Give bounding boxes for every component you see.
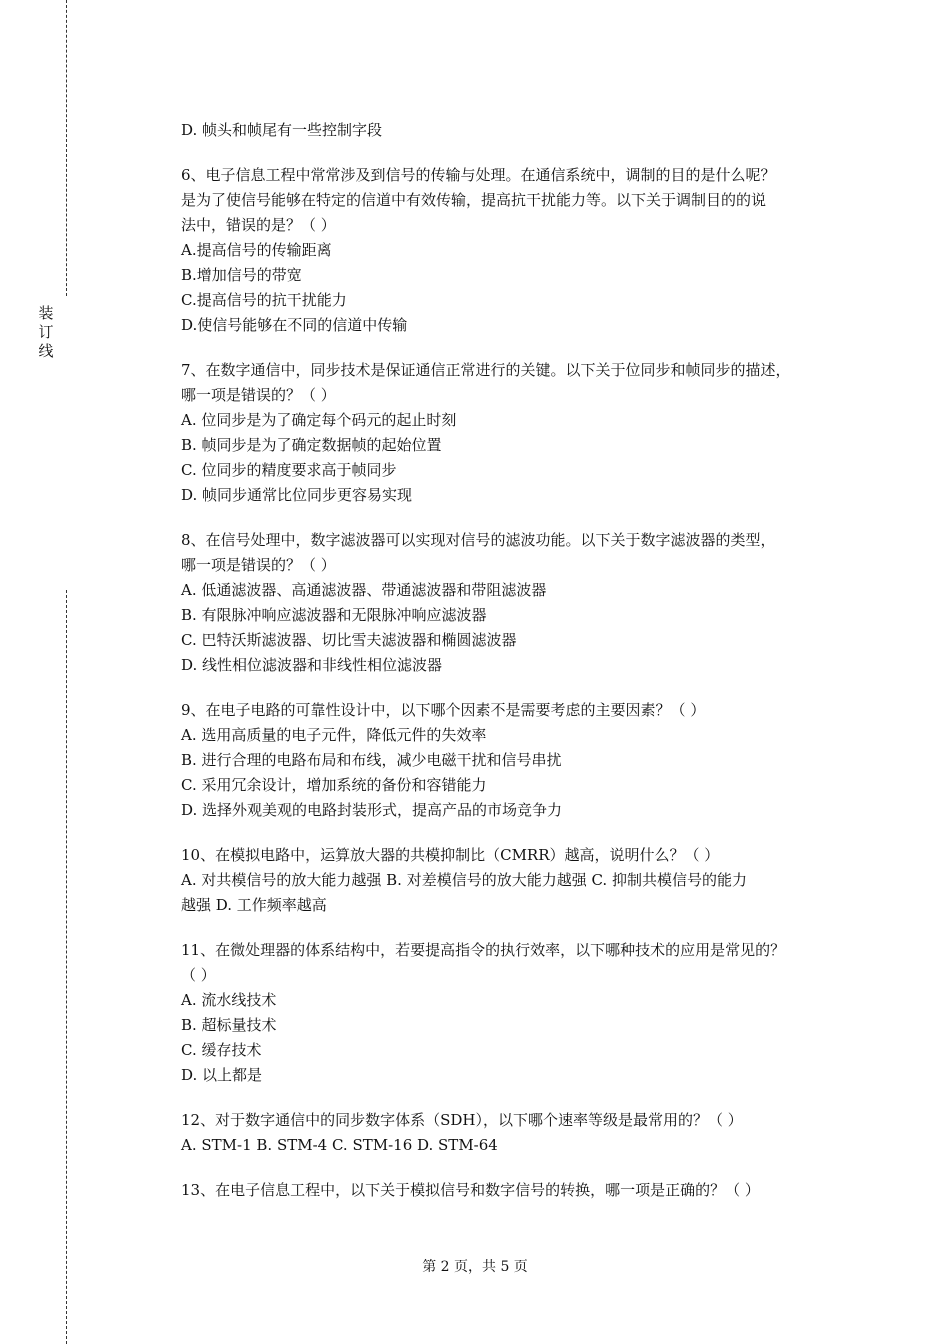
question-5-tail [181, 118, 851, 143]
binding-line-label [37, 304, 55, 361]
option-line: D. 帧头和帧尾有一些控制字段 [181, 121, 383, 139]
option-line: C. 采用冗余设计，增加系统的备份和容错能力 [181, 776, 487, 794]
binding-char: 线 [38, 342, 54, 360]
question-9 [181, 698, 851, 823]
option-line: D.使信号能够在不同的信道中传输 [181, 316, 408, 334]
question-text: （ ） [181, 966, 216, 984]
option-line: D. 帧同步通常比位同步更容易实现 [181, 486, 413, 504]
question-text: 9、在电子电路的可靠性设计中，以下哪个因素不是需要考虑的主要因素？（ ） [181, 701, 706, 719]
binding-dashed-line-bottom [66, 590, 67, 1344]
question-8 [181, 528, 851, 678]
question-7 [181, 358, 851, 508]
question-text: 法中，错误的是？（ ） [181, 216, 336, 234]
option-line: A. 流水线技术 [181, 991, 277, 1009]
question-10 [181, 843, 851, 918]
question-text: 7、在数字通信中，同步技术是保证通信正常进行的关键。以下关于位同步和帧同步的描述， [181, 361, 791, 379]
question-text: 6、电子信息工程中常常涉及到信号的传输与处理。在通信系统中，调制的目的是什么呢？ [181, 166, 776, 184]
option-line: A. 低通滤波器、高通滤波器、带通滤波器和带阻滤波器 [181, 581, 547, 599]
option-line: B. 超标量技术 [181, 1016, 277, 1034]
question-text: 8、在信号处理中，数字滤波器可以实现对信号的滤波功能。以下关于数字滤波器的类型， [181, 531, 776, 549]
exam-content [181, 118, 851, 1223]
question-text: 是为了使信号能够在特定的信道中有效传输，提高抗干扰能力等。以下关于调制目的的说 [181, 191, 767, 209]
question-text: 哪一项是错误的？（ ） [181, 386, 336, 404]
binding-char: 订 [38, 323, 54, 341]
question-text: 12、对于数字通信中的同步数字体系（SDH），以下哪个速率等级是最常用的？（ ） [181, 1111, 743, 1129]
binding-dashed-line-top [66, 0, 67, 296]
question-13 [181, 1178, 851, 1203]
option-line: B. 有限脉冲响应滤波器和无限脉冲响应滤波器 [181, 606, 487, 624]
question-12 [181, 1108, 851, 1158]
option-line: D. 线性相位滤波器和非线性相位滤波器 [181, 656, 443, 674]
question-text: 13、在电子信息工程中，以下关于模拟信号和数字信号的转换，哪一项是正确的？（ ） [181, 1181, 760, 1199]
question-text: 哪一项是错误的？（ ） [181, 556, 336, 574]
option-line: C.提高信号的抗干扰能力 [181, 291, 347, 309]
option-line: C. 巴特沃斯滤波器、切比雪夫滤波器和椭圆滤波器 [181, 631, 517, 649]
option-line: A.提高信号的传输距离 [181, 241, 332, 259]
question-6 [181, 163, 851, 338]
option-line: D. 选择外观美观的电路封装形式，提高产品的市场竞争力 [181, 801, 563, 819]
page-number-footer: 第 2 页，共 5 页 [422, 1259, 528, 1275]
question-text: 10、在模拟电路中，运算放大器的共模抑制比（CMRR）越高，说明什么？（ ） [181, 846, 720, 864]
option-line: B.增加信号的带宽 [181, 266, 302, 284]
option-line: 越强 D. 工作频率越高 [181, 896, 327, 914]
option-line: C. 缓存技术 [181, 1041, 262, 1059]
option-line: B. 进行合理的电路布局和布线，减少电磁干扰和信号串扰 [181, 751, 562, 769]
question-11 [181, 938, 851, 1088]
option-line: B. 帧同步是为了确定数据帧的起始位置 [181, 436, 442, 454]
option-line: A. STM-1 B. STM-4 C. STM-16 D. STM-64 [181, 1136, 498, 1154]
option-line: A. 选用高质量的电子元件，降低元件的失效率 [181, 726, 487, 744]
binding-char: 装 [38, 304, 54, 322]
option-line: A. 对共模信号的放大能力越强 B. 对差模信号的放大能力越强 C. 抑制共模信号的能力 [181, 871, 747, 889]
option-line: D. 以上都是 [181, 1066, 263, 1084]
question-text: 11、在微处理器的体系结构中，若要提高指令的执行效率，以下哪种技术的应用是常见的？ [181, 941, 786, 959]
option-line: A. 位同步是为了确定每个码元的起止时刻 [181, 411, 457, 429]
option-line: C. 位同步的精度要求高于帧同步 [181, 461, 397, 479]
